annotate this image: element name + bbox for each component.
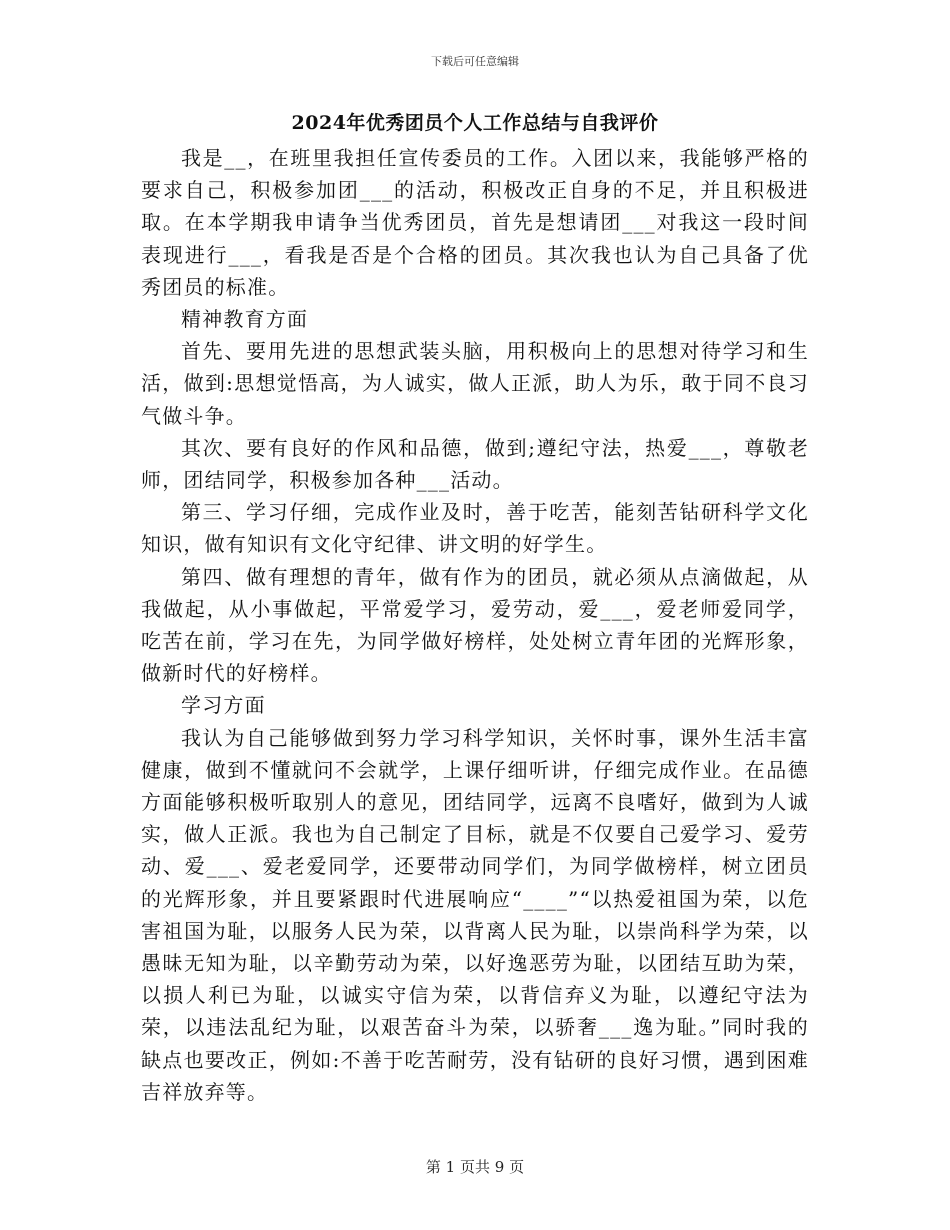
paragraph-second: 其次、要有良好的作风和品德，做到;遵纪守法，热爱___，尊敬老师，团结同学，积极参加各种___活动。	[141, 435, 809, 493]
section-heading-study: 学习方面	[181, 693, 266, 718]
document-body	[141, 142, 809, 1108]
header-note: 下载后可任意编辑	[431, 55, 519, 68]
page-indicator: 第 1 页共 9 页	[425, 1158, 525, 1176]
document-title: 2024年优秀团员个人工作总结与自我评价	[291, 112, 659, 134]
paragraph-fourth: 第四、做有理想的青年，做有作为的团员，就必须从点滴做起，从我做起，从小事做起，平常爱学习，爱劳动，爱___，爱老师爱同学，吃苦在前，学习在先，为同学做好榜样，处处树立青年团的光辉形象，做新时代的好榜样。	[141, 564, 809, 686]
paragraph-first: 首先、要用先进的思想武装头脑，用积极向上的思想对待学习和生活，做到:思想觉悟高，为人诚实，做人正派，助人为乐，敢于同不良习气做斗争。	[141, 339, 809, 428]
paragraph-third: 第三、学习仔细，完成作业及时，善于吃苦，能刻苦钻研科学文化知识，做有知识有文化守纪律、讲文明的好学生。	[141, 500, 809, 557]
paragraph-study: 我认为自己能够做到努力学习科学知识，关怀时事，课外生活丰富健康，做到不懂就问不会就学，上课仔细听讲，仔细完成作业。在品德方面能够积极听取别人的意见，团结同学，远离不良嗜好，做到为人诚实，做人正派。我也为自己制定了目标，就是不仅要自己爱学习、爱劳动、爱___、爱老爱同学，还要带动同学们，为同学做榜样，树立团员的光辉形象，并且要紧跟时代进展响应“____”“以热爱祖国为荣，以危害祖国为耻，以服务人民为荣，以背离人民为耻，以崇尚科学为荣，以愚昧无知为耻，以辛勤劳动为荣，以好逸恶劳为耻，以团结互助为荣，以损人利已为耻，以诚实守信为荣，以背信弃义为耻，以遵纪守法为荣，以违法乱纪为耻，以艰苦奋斗为荣，以骄奢___逸为耻。”同时我的缺点也要改正，例如:不善于吃苦耐劳，没有钻研的良好习惯，遇到困难吉祥放弃等。	[141, 725, 809, 1104]
section-heading-spirit: 精神教育方面	[181, 307, 309, 332]
paragraph-intro: 我是__，在班里我担任宣传委员的工作。入团以来，我能够严格的要求自己，积极参加团___的活动，积极改正自身的不足，并且积极进取。在本学期我申请争当优秀团员，首先是想请团___对我这一段时间表现进行___，看我是否是个合格的团员。其次我也认为自己具备了优秀团员的标准。	[141, 146, 809, 299]
